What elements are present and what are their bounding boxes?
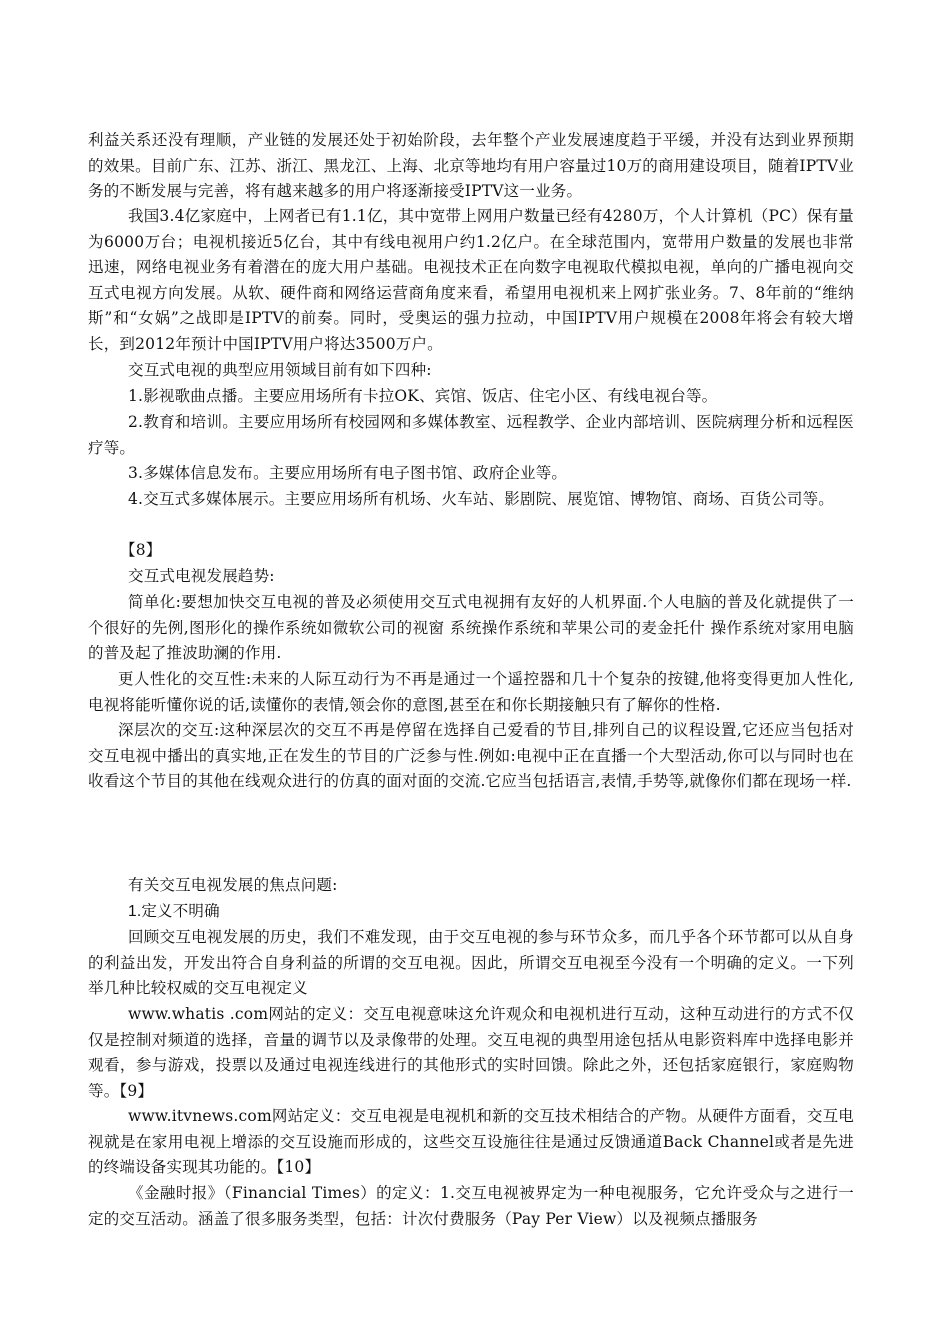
citation-8: 【8】 xyxy=(120,541,162,559)
paragraph-applications-intro: 交互式电视的典型应用领域目前有如下四种: xyxy=(128,361,432,379)
paragraph-deep-interaction: 深层次的交互:这种深层次的交互不再是停留在选择自己爱看的节目,排列自己的议程设置,它还应当包括对交互电视中播出的真实地,正在发生的节目的广泛参与性.例如:电视中正在直播一个大型活动,你可以与同时也在收看这个节目的其他在线观众进行的仿真的面对面的交流.它应当包括语言,表情,手势等,就像你们都在现场一样. xyxy=(88,721,854,791)
paragraph-financial-times-definition: 《金融时报》（Financial Times）的定义：1.交互电视被界定为一种电视服务，它允许受众与之进行一定的交互活动。涵盖了很多服务类型，包括：计次付费服务（Pay Per View）以及视频点播服务 xyxy=(88,1184,854,1228)
paragraph-simplification: 简单化:要想加快交互电视的普及必须使用交互式电视拥有友好的人机界面.个人电脑的普及化就提供了一个很好的先例,图形化的操作系统如微软公司的视窗 系统操作系统和苹果公司的麦金托什 操作系统对家用电脑的普及起了推波助澜的作用. xyxy=(88,593,854,663)
subheading-definition: 1.定义不明确 xyxy=(128,903,220,920)
paragraph-history: 回顾交互电视发展的历史，我们不难发现，由于交互电视的参与环节众多，而几乎各个环节都可以从自身的利益出发，开发出符合自身利益的所谓的交互电视。因此，所谓交互电视至今没有一个明确的定义。一下列举几种比较权威的交互电视定义 xyxy=(88,928,854,998)
list-item-application-3: 3.多媒体信息发布。主要应用场所有电子图书馆、政府企业等。 xyxy=(128,464,568,482)
list-item-application-1: 1.影视歌曲点播。主要应用场所有卡拉OK、宾馆、饭店、住宅小区、有线电视台等。 xyxy=(128,387,718,405)
paragraph-itvnews-definition: www.itvnews.com网站定义：交互电视是电视机和新的交互技术相结合的产物。从硬件方面看，交互电视就是在家用电视上增添的交互设施而形成的，这些交互设施往往是通过反馈通道Back Channel或者是先进的终端设备实现其功能的。【10】 xyxy=(88,1107,854,1177)
list-item-application-4: 4.交互式多媒体展示。主要应用场所有机场、火车站、影剧院、展览馆、博物馆、商场、百货公司等。 xyxy=(128,490,834,508)
paragraph-whatis-definition: www.whatis .com网站的定义：交互电视意味这允许观众和电视机进行互动，这种互动进行的方式不仅仅是控制对频道的选择，音量的调节以及录像带的处理。交互电视的典型用途包括从电影资料库中选择电影并观看，参与游戏，投票以及通过电视连线进行的其他形式的实时回馈。除此之外，还包括家庭银行，家庭购物等。【9】 xyxy=(88,1005,854,1100)
paragraph-china-users: 我国3.4亿家庭中，上网者已有1.1亿，其中宽带上网用户数量已经有4280万，个人计算机（PC）保有量为6000万台；电视机接近5亿台，其中有线电视用户约1.2亿户。在全球范围内，宽带用户数量的发展也非常迅速，网络电视业务有着潜在的庞大用户基础。电视技术正在向数字电视取代模拟电视，单向的广播电视向交互式电视方向发展。从软、硬件商和网络运营商角度来看，希望用电视机来上网扩张业务。7、8年前的“维纳斯”和“女娲”之战即是IPTV的前奏。同时，受奥运的强力拉动，中国IPTV用户规模在2008年将会有较大增长，到2012年预计中国IPTV用户将达3500万户。 xyxy=(88,207,854,353)
paragraph-iptv-industry: 利益关系还没有理顺，产业链的发展还处于初始阶段，去年整个产业发展速度趋于平缓，并没有达到业界预期的效果。目前广东、江苏、浙江、黑龙江、上海、北京等地均有用户容量过10万的商用建设项目，随着IPTV业务的不断发展与完善，将有越来越多的用户将逐渐接受IPTV这一业务。 xyxy=(88,131,854,201)
section-heading-focus-issues: 有关交互电视发展的焦点问题: xyxy=(128,876,338,894)
paragraph-humanized: 更人性化的交互性:未来的人际互动行为不再是通过一个遥控器和几十个复杂的按键,他将变得更加人性化,电视将能听懂你说的话,读懂你的表情,领会你的意图,甚至在和你长期接触只有了解你的性格. xyxy=(88,670,854,714)
section-heading-trends: 交互式电视发展趋势: xyxy=(128,567,275,585)
list-item-application-2: 2.教育和培训。主要应用场所有校园网和多媒体教室、远程教学、企业内部培训、医院病理分析和远程医疗等。 xyxy=(88,413,854,457)
